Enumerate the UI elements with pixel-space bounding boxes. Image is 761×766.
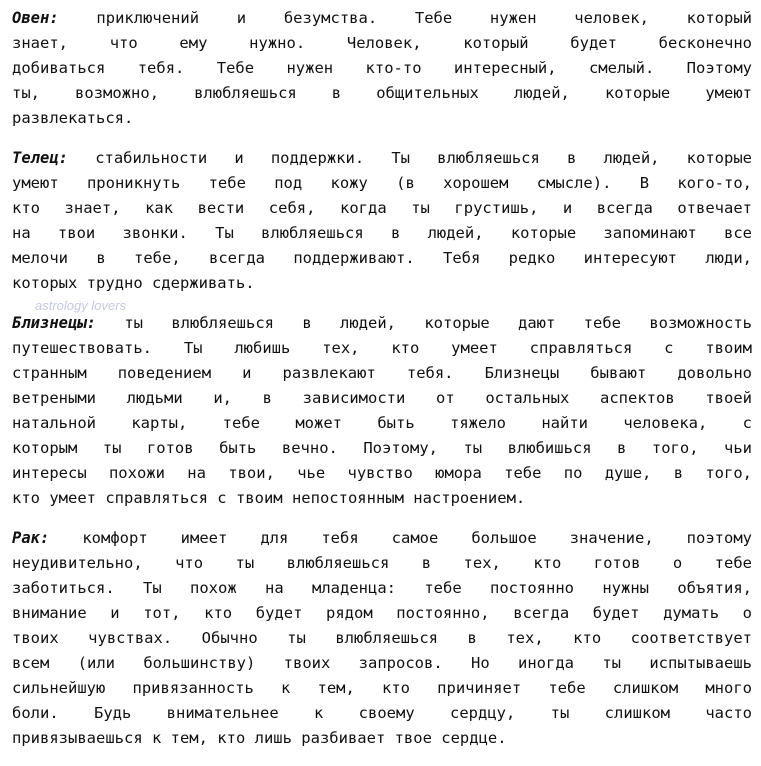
paragraph-aries [12, 6, 752, 131]
text-line: всем (или большинству) твоих запросов. Но иногда ты испытываешь [12, 654, 752, 672]
text-line: на твои звонки. Ты влюбляешься в людей, которые запоминают все [12, 224, 752, 242]
watermark-text: astrology lovers [35, 298, 127, 313]
text-line: кто умеет справляться с твоим непостоянным настроением. [12, 489, 526, 507]
text-line: путешествовать. Ты любишь тех, кто умеет справляться с твоим [12, 339, 752, 357]
text-line: сильнейшую привязанность к тем, кто причиняет тебе слишком много [12, 679, 752, 697]
horoscope-document [12, 6, 752, 766]
sign-heading-gemini: Близнецы: [12, 314, 96, 332]
text-line: интересы похожи на твои, чье чувство юмора тебе по душе, в того, [12, 464, 752, 482]
text-line: развлекаться. [12, 109, 134, 127]
text-line: натальной карты, тебе может быть тяжело найти человека, с [12, 414, 752, 432]
paragraph-cancer [12, 526, 752, 751]
text-line: умеют проникнуть тебе под кожу (в хорошем смысле). В кого-то, [12, 174, 752, 192]
text-line: знает, что ему нужно. Человек, который будет бесконечно [12, 34, 752, 52]
text-line: которым ты готов быть вечно. Поэтому, ты влюбишься в того, чьи [12, 439, 752, 457]
text-line: мелочи в тебе, всегда поддерживают. Тебя редко интересуют люди, [12, 249, 752, 267]
sign-heading-cancer: Рак: [12, 529, 50, 547]
text-line: Овен: приключений и безумства. Тебе нужен человек, который [12, 9, 752, 27]
text-line: внимание и тот, кто будет рядом постоянно, всегда будет думать о [12, 604, 752, 622]
text-line: добиваться тебя. Тебе нужен кто-то интересный, смелый. Поэтому [12, 59, 752, 77]
text-line: твоих чувствах. Обычно ты влюбляешься в тех, кто соответствует [12, 629, 752, 647]
sign-heading-taurus: Телец: [12, 149, 68, 167]
paragraph-gemini [12, 311, 752, 511]
text-line: Телец: стабильности и поддержки. Ты влюбляешься в людей, которые [12, 149, 752, 167]
text-line: привязываешься к тем, кто лишь разбивает твое сердце. [12, 729, 507, 747]
text-line: ты, возможно, влюбляешься в общительных людей, которые умеют [12, 84, 752, 102]
text-line: неудивительно, что ты влюбляешься в тех, кто готов о тебе [12, 554, 752, 572]
text-line: боли. Будь внимательнее к своему сердцу, ты слишком часто [12, 704, 752, 722]
text-line: которых трудно сдерживать. [12, 274, 255, 292]
text-line: Рак: комфорт имеет для тебя самое большое значение, поэтому [12, 529, 752, 547]
text-line: ветреными людьми и, в зависимости от остальных аспектов твоей [12, 389, 752, 407]
text-line: заботиться. Ты похож на младенца: тебе постоянно нужны объятия, [12, 579, 752, 597]
paragraph-taurus [12, 146, 752, 296]
text-line: кто знает, как вести себя, когда ты грустишь, и всегда отвечает [12, 199, 752, 217]
text-line: Близнецы: ты влюбляешься в людей, которые дают тебе возможность [12, 314, 752, 332]
text-line: странным поведением и развлекают тебя. Близнецы бывают довольно [12, 364, 752, 382]
sign-heading-aries: Овен: [12, 9, 59, 27]
